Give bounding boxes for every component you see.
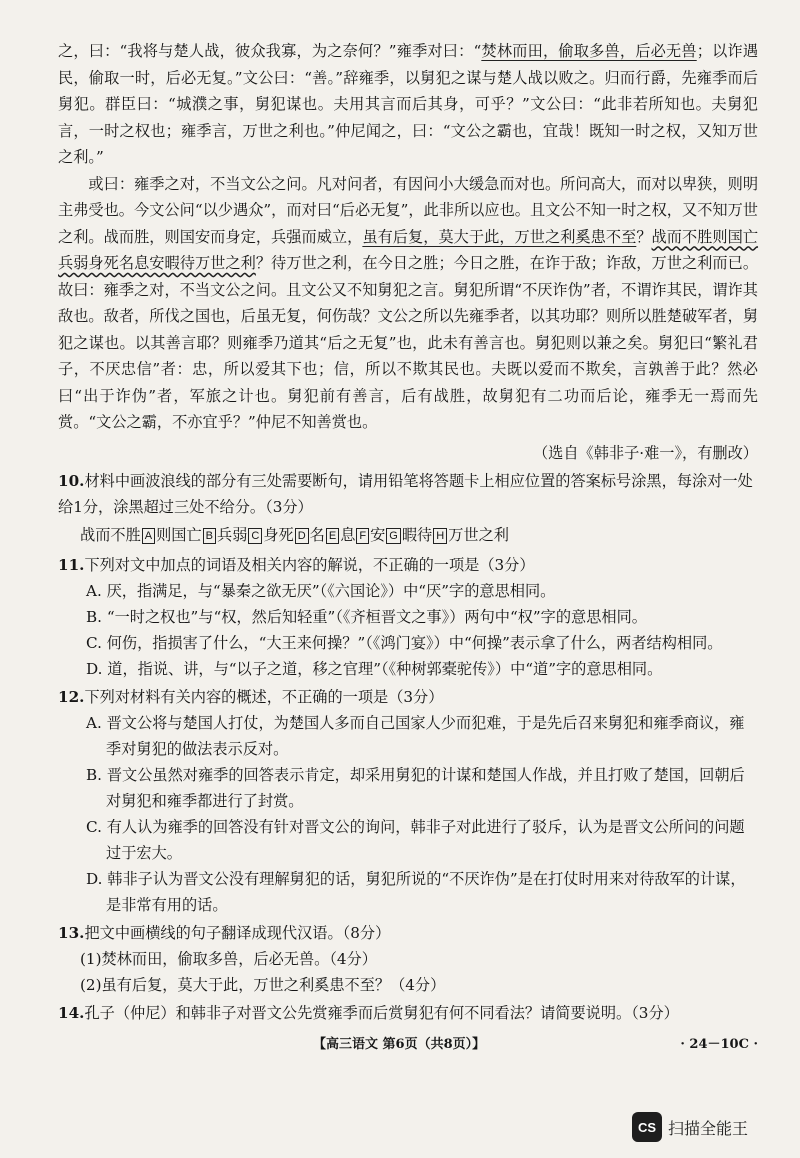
- marker-E[interactable]: E: [326, 528, 339, 544]
- question-14: 14.孔子（仲尼）和韩非子对晋文公先赏雍季而后赏舅犯有何不同看法？请简要说明。（3分）: [58, 1003, 679, 1022]
- segmented-sentence: 战而不胜 A 则国亡 B 兵弱 C 身死 D 名 E 息 F 安 G 暇待 H 万世之利: [80, 525, 509, 544]
- wavy-line-sentence: 战而不胜则国亡兵弱身死名息安暇待万世之利: [58, 227, 759, 272]
- scanner-app-name: 扫描全能王: [668, 1118, 749, 1138]
- option-12-C: C. 有人认为雍季的回答没有针对晋文公的询问，韩非子对此进行了驳斥，认为是晋文公所问的问题过于宏大。: [86, 817, 745, 862]
- translation-item-1: (1)焚林而田，偷取多兽，后必无兽。（4分）: [80, 949, 377, 968]
- marker-C[interactable]: C: [248, 528, 262, 544]
- option-11-B: B. “一时之权也”与“权，然后知轻重”（《齐桓晋文之事》）两句中“权”字的意思相同。: [86, 607, 647, 626]
- question-10: 10.材料中画波浪线的部分有三处需要断句，请用铅笔将答题卡上相应位置的答案标号涂黑，每涂对一处给1分，涂黑超过三处不给分。（3分） 战而不胜 A 则国亡 B 兵弱 C 身死 D 名 E 息 F 安 G 暇待 H 万世之利: [58, 468, 758, 550]
- marker-B[interactable]: B: [203, 528, 216, 544]
- marker-G[interactable]: G: [386, 528, 401, 544]
- passage-source: （选自《韩非子·难一》，有删改）: [532, 443, 758, 462]
- marker-D[interactable]: D: [295, 528, 309, 544]
- passage-paragraph-1: 之，曰：“我将与楚人战，彼众我寡，为之奈何？”雍季对曰：“焚林而田，偷取多兽，后必无兽；以诈遇民，偷取一时，后必无复。”文公曰：“善。”辞雍季，以舅犯之谋与楚人战以败之。归而行爵，先雍季而后舅犯。群臣曰：“城濮之事，舅犯谋也。夫用其言而后其身，可乎？”文公曰：“此非若所知也。夫舅犯言，一时之权也；雍季言，万世之利也。”仲尼闻之，曰：“文公之霸也，宜哉！既知一时之权，又知万世之利。”: [58, 42, 759, 166]
- passage-paragraph-2: 或曰：雍季之对，不当文公之问。凡对问者，有因问小大缓急而对也。所问高大，而对以卑狭，则明主弗受也。今文公问“以少遇众”，而对曰“后必无复”，此非所以应也。且文公不知一时之权，又不知万世之利。战而胜，则国安而身定，兵强而威立，虽有后复，莫大于此，万世之利奚患不至？战而不胜则国亡兵弱身死名息安暇待万世之利？待万世之利，在今日之胜；今日之胜，在诈于敌；诈敌，万世之利而已。故曰：雍季之对，不当文公之问。且文公又不知舅犯之言。舅犯所谓“不厌诈伪”者，不谓诈其民，谓诈其敌也。敌者，所伐之国也，后虽无复，何伤哉？文公之所以先雍季者，以其功耶？则所以胜楚破军者，舅犯之谋也。以其善言耶？则雍季乃道其“后之无复”也，此未有善言也。舅犯则以兼之矣。舅犯曰“繁礼君子，不厌忠信”者：忠，所以爱其下也；信，所以不欺其民也。夫既以爱而不欺矣，言孰善于此？然必曰“出于诈伪”者，军旅之计也。舅犯前有善言，后有战胜，故舅犯有二功而后论，雍季无一焉而先赏。“文公之霸，不亦宜乎？”仲尼不知善赏也。: [58, 174, 759, 431]
- exam-code: · 24－10C ·: [680, 1037, 758, 1052]
- marker-H[interactable]: H: [433, 528, 447, 544]
- question-13: 13.把文中画横线的句子翻译成现代汉语。（8分） (1)焚林而田，偷取多兽，后必无兽。（4分） (2)虽有后复，莫大于此，万世之利奚患不至？（4分）: [58, 920, 758, 998]
- option-12-B: B. 晋文公虽然对雍季的回答表示肯定，却采用舅犯的计谋和楚国人作战，并且打败了楚国，回朝后对舅犯和雍季都进行了封赏。: [86, 765, 745, 810]
- option-11-A: A. 厌，指满足，与“暴秦之欲无厌”（《六国论》）中“厌”字的意思相同。: [86, 581, 556, 600]
- underlined-sentence-1: 焚林而田，偷取多兽，后必无兽: [481, 42, 697, 60]
- option-11-C: C. 何伤，指损害了什么，“大王来何操？”（《鸿门宴》）中“何操”表示拿了什么，两者结构相同。: [86, 633, 723, 652]
- option-11-D: D. 道，指说、讲，与“以子之道，移之官理”（《种树郭橐驼传》）中“道”字的意思相同。: [86, 659, 663, 678]
- question-12: 12.下列对材料有关内容的概述，不正确的一项是（3分） A. 晋文公将与楚国人打仗，为楚国人多而自己国家人少而犯难，于是先后召来舅犯和雍季商议，雍季对舅犯的做法表示反对。 B. 晋文公虽然对雍季的回答表示肯定，却采用舅犯的计谋和楚国人作战，并且打败了楚国，回朝后对舅犯和雍季都进行了封赏。 C. 有人认为雍季的回答没有针对晋文公的询问，韩非子对此进行了驳斥，认为是晋文公所问的问题过于宏大。 D. 韩非子认为晋文公没有理解舅犯的话，舅犯所说的“不厌诈伪”是在打仗时用来对待敌军的计谋，是非常有用的话。: [58, 684, 758, 918]
- marker-A[interactable]: A: [142, 528, 155, 544]
- translation-item-2: (2)虽有后复，莫大于此，万世之利奚患不至？（4分）: [80, 975, 446, 994]
- exam-page: [58, 38, 758, 1026]
- marker-F[interactable]: F: [356, 528, 369, 544]
- underlined-sentence-2: 虽有后复，莫大于此，万世之利奚患不至: [362, 227, 637, 246]
- question-11: 11.下列对文中加点的词语及相关内容的解说，不正确的一项是（3分） A. 厌，指满足，与“暴秦之欲无厌”（《六国论》）中“厌”字的意思相同。 B. “一时之权也”与“权，然后知轻重”（《齐桓晋文之事》）两句中“权”字的意思相同。 C. 何伤，指损害了什么，“大王来何操？”（《鸿门宴》）中“何操”表示拿了什么，两者结构相同。 D. 道，指说、讲，与“以子之道，移之官理”（《种树郭橐驼传》）中“道”字的意思相同。: [58, 552, 758, 682]
- passage: [58, 38, 758, 466]
- option-12-A: A. 晋文公将与楚国人打仗，为楚国人多而自己国家人少而犯难，于是先后召来舅犯和雍季商议，雍季对舅犯的做法表示反对。: [86, 713, 745, 758]
- option-12-D: D. 韩非子认为晋文公没有理解舅犯的话，舅犯所说的“不厌诈伪”是在打仗时用来对待敌军的计谋，是非常有用的话。: [86, 869, 746, 914]
- page-number: 【高三语文 第6页（共8页）】: [313, 1037, 486, 1052]
- camscanner-logo-icon: CS: [632, 1112, 662, 1142]
- scanner-watermark: [632, 1112, 748, 1142]
